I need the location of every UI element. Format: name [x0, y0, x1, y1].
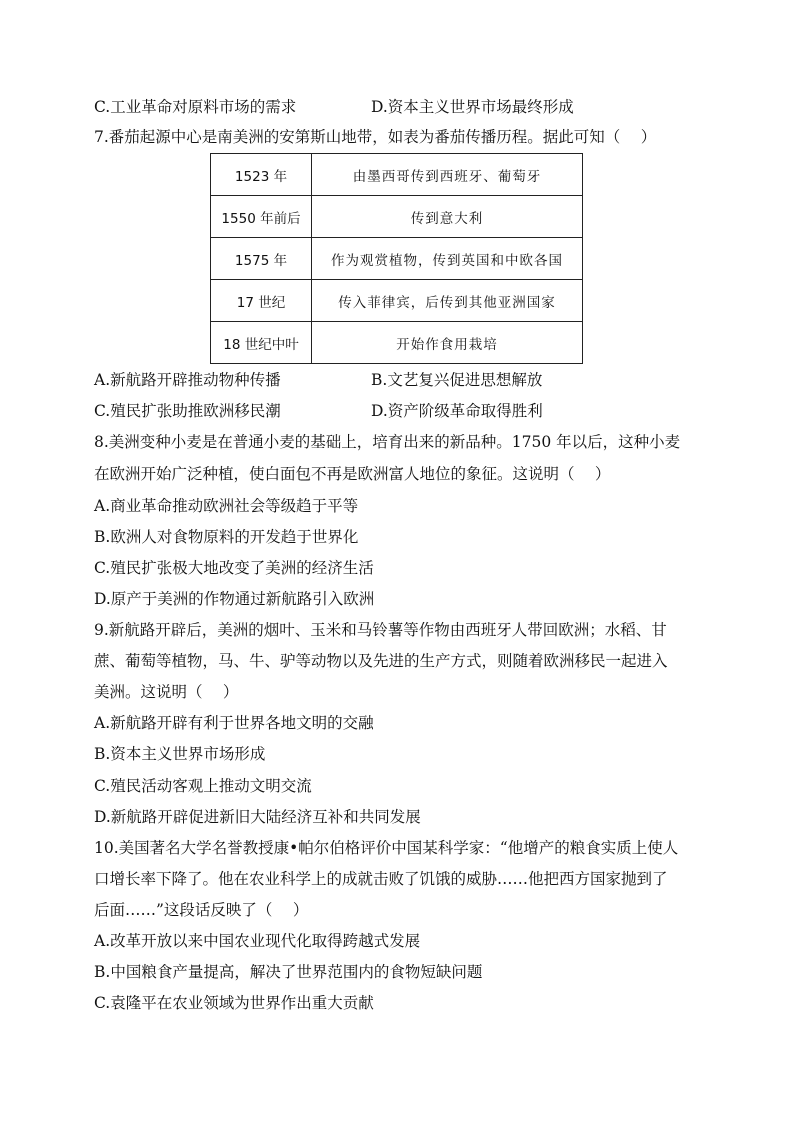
table-row	[211, 196, 583, 238]
q7-option-b: B.文艺复兴促进思想解放	[371, 371, 543, 389]
q9-stem-line3: 美洲。这说明（ ）	[94, 683, 239, 701]
q8-option-a: A.商业革命推动欧洲社会等级趋于平等	[94, 497, 359, 515]
table-cell-event: 传入菲律宾，后传到其他亚洲国家	[312, 280, 583, 322]
table-cell-event: 作为观赏植物，传到英国和中欧各国	[312, 238, 583, 280]
q10-stem-line1: 10.美国著名大学名誉教授康•帕尔伯格评价中国某科学家：“他增产的粮食实质上使人	[94, 839, 679, 857]
q9-option-a: A.新航路开辟有利于世界各地文明的交融	[94, 714, 374, 732]
q6-option-c: C.工业革命对原料市场的需求	[94, 98, 297, 116]
q7-stem: 7.番茄起源中心是南美洲的安第斯山地带，如表为番茄传播历程。据此可知（ ）	[94, 128, 657, 146]
q9-option-d: D.新航路开辟促进新旧大陆经济互补和共同发展	[94, 808, 421, 826]
q10-stem-line2: 口增长率下降了。他在农业科学上的成就击败了饥饿的威胁……他把西方国家抛到了	[94, 870, 668, 888]
table-cell-year: 17 世纪	[211, 280, 312, 322]
q7-option-c: C.殖民扩张助推欧洲移民潮	[94, 402, 281, 420]
q10-option-c: C.袁隆平在农业领域为世界作出重大贡献	[94, 994, 374, 1012]
table-row	[211, 154, 583, 196]
table-cell-year: 1523 年	[211, 154, 312, 196]
table-cell-year: 1575 年	[211, 238, 312, 280]
table-cell-event: 由墨西哥传到西班牙、葡萄牙	[312, 154, 583, 196]
table-row	[211, 322, 583, 364]
q8-stem-line1: 8.美洲变种小麦是在普通小麦的基础上，培育出来的新品种。1750 年以后，这种小麦	[94, 433, 681, 451]
q9-stem-line2: 蔗、葡萄等植物，马、牛、驴等动物以及先进的生产方式，则随着欧洲移民一起进入	[94, 652, 668, 670]
q10-stem-line3: 后面……”这段话反映了（ ）	[94, 901, 309, 919]
q6-option-d: D.资本主义世界市场最终形成	[371, 98, 574, 116]
q8-option-b: B.欧洲人对食物原料的开发趋于世界化	[94, 528, 359, 546]
q8-stem-line2: 在欧洲开始广泛种植，使白面包不再是欧洲富人地位的象征。这说明（ ）	[94, 465, 611, 483]
table-cell-year: 1550 年前后	[211, 196, 312, 238]
q9-stem-line1: 9.新航路开辟后，美洲的烟叶、玉米和马铃薯等作物由西班牙人带回欧洲；水稻、甘	[94, 621, 667, 639]
q7-option-d: D.资产阶级革命取得胜利	[371, 402, 543, 420]
table-cell-year: 18 世纪中叶	[211, 322, 312, 364]
q10-option-b: B.中国粮食产量提高，解决了世界范围内的食物短缺问题	[94, 963, 483, 981]
table-row	[211, 238, 583, 280]
q10-option-a: A.改革开放以来中国农业现代化取得跨越式发展	[94, 932, 421, 950]
q9-option-c: C.殖民活动客观上推动文明交流	[94, 777, 312, 795]
table-cell-event: 传到意大利	[312, 196, 583, 238]
table-cell-event: 开始作食用栽培	[312, 322, 583, 364]
q7-option-a: A.新航路开辟推动物种传播	[94, 371, 281, 389]
q9-option-b: B.资本主义世界市场形成	[94, 745, 266, 763]
tomato-spread-table	[210, 153, 583, 364]
table-row	[211, 280, 583, 322]
q8-option-c: C.殖民扩张极大地改变了美洲的经济生活	[94, 559, 374, 577]
q8-option-d: D.原产于美洲的作物通过新航路引入欧洲	[94, 590, 375, 608]
